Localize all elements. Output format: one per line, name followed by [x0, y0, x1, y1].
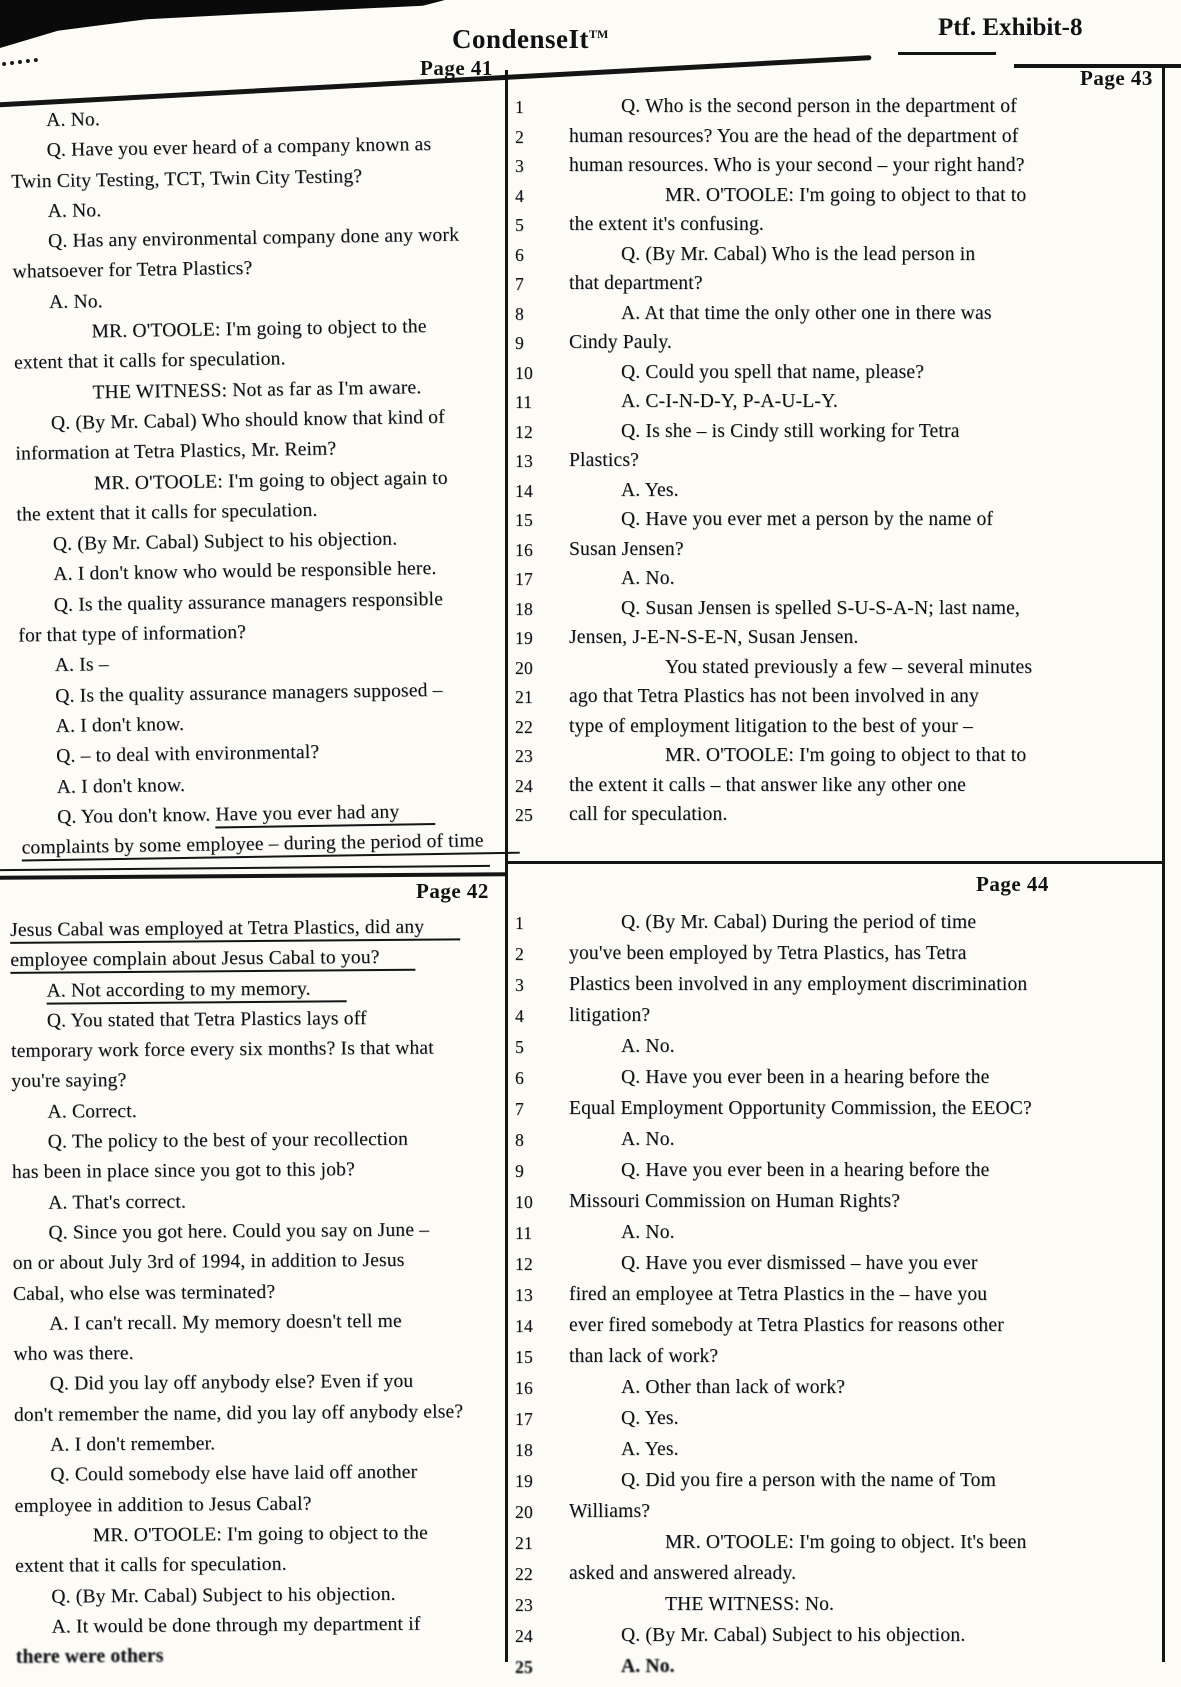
line-number: 19 — [515, 1471, 533, 1491]
line-text: MR. O'TOOLE: I'm going to object to that to — [665, 745, 1027, 766]
transcript-line — [11, 830, 516, 868]
line-text: ago that Tetra Plastics has not been involved in any — [569, 686, 979, 707]
line-text: whatsoever for Tetra Plastics? — [12, 258, 253, 284]
line-text: Q. You stated that Tetra Plastics lays off — [46, 1007, 367, 1032]
line-text: who was there. — [13, 1343, 134, 1366]
transcript-line — [1, 1098, 506, 1132]
transcript-line — [505, 1284, 1162, 1315]
exhibit-label: Ptf. Exhibit-8 — [938, 14, 1083, 41]
line-text: the extent that it calls for speculation. — [16, 499, 318, 526]
underlined-text: Have you ever had any — [215, 801, 435, 828]
line-text: MR. O'TOOLE: I'm going to object to the — [92, 1522, 429, 1547]
line-text: Q. (By Mr. Cabal) Who is the lead person in — [621, 243, 976, 265]
page-41-text — [0, 103, 517, 868]
line-text: THE WITNESS: No. — [665, 1594, 835, 1615]
line-text: Q. Is the quality assurance managers responsible — [53, 588, 444, 616]
transcript-line — [505, 686, 1162, 716]
line-text: A. No. — [621, 1656, 675, 1677]
line-text: Q. Since you got here. Could you say on June – — [48, 1219, 430, 1244]
transcript-line — [505, 1656, 1162, 1687]
transcript-line — [0, 977, 505, 1011]
page-42-text — [0, 916, 511, 1677]
line-text: Q. (By Mr. Cabal) Who should know that kind of — [50, 406, 446, 434]
line-number: 16 — [515, 1378, 533, 1398]
line-number: 8 — [515, 1130, 524, 1150]
line-text: THE WITNESS: Not as far as I'm aware. — [92, 376, 422, 404]
transcript-line — [505, 657, 1162, 687]
line-text: A. I don't know. — [55, 713, 185, 737]
scan-artifact-black-band — [0, 0, 445, 48]
transcript-line — [505, 1160, 1162, 1191]
line-number: 21 — [515, 1533, 533, 1553]
line-number: 10 — [515, 362, 533, 383]
line-text: A. I can't recall. My memory doesn't tell me — [49, 1310, 402, 1335]
transcript-line — [505, 716, 1162, 746]
line-text: Q. Have you ever been in a hearing before the — [621, 1067, 990, 1088]
line-number: 15 — [515, 1347, 533, 1367]
line-text: A. Is – — [54, 654, 109, 677]
line-text: Q. Have you ever been in a hearing before the — [621, 1160, 990, 1181]
line-text: Q. Is she – is Cindy still working for Tetra — [621, 420, 960, 442]
line-text: than lack of work? — [569, 1346, 719, 1367]
underlined-text: complaints by some employee – during the period of time — [21, 830, 519, 862]
line-text: A. It would be done through my department if — [51, 1613, 421, 1638]
line-text: for that type of information? — [18, 622, 247, 647]
underlined-text: employee complain about Jesus Cabal to you? — [10, 947, 415, 974]
transcript-line — [505, 96, 1162, 126]
line-number: 6 — [515, 1068, 524, 1088]
line-text: A. At that time the only other one in there was — [621, 302, 992, 324]
line-text: Jensen, J-E-N-S-E-N, Susan Jensen. — [569, 627, 859, 648]
line-text — [10, 946, 505, 972]
transcript-line — [505, 1625, 1162, 1656]
transcript-line — [505, 1253, 1162, 1284]
line-text: don't remember the name, did you lay off anybody else? — [13, 1401, 464, 1426]
transcript-line — [505, 155, 1162, 185]
line-text: A. No. — [621, 1036, 675, 1057]
transcript-line — [5, 1552, 510, 1586]
header-rule-segment — [898, 52, 996, 55]
transcript-line — [505, 539, 1162, 569]
line-number: 6 — [515, 244, 524, 265]
transcript-line — [505, 598, 1162, 628]
line-text: you're saying? — [11, 1070, 127, 1093]
line-number: 4 — [515, 1006, 524, 1026]
line-text: MR. O'TOOLE: I'm going to object to that to — [665, 184, 1027, 206]
line-text: Q. You don't know. Have you ever had any — [21, 800, 516, 830]
page-43-text — [505, 96, 1162, 834]
line-number: 20 — [515, 1502, 533, 1522]
line-text: Twin City Testing, TCT, Twin City Testing? — [10, 165, 363, 193]
line-text: Q. Have you ever heard of a company known as — [46, 134, 432, 162]
transcript-line — [2, 1128, 507, 1162]
line-text: Q. (By Mr. Cabal) Subject to his objection. — [621, 1625, 966, 1646]
line-number: 3 — [515, 975, 524, 995]
line-number: 23 — [515, 1595, 533, 1615]
page-44-label: Page 44 — [976, 872, 1049, 896]
line-text: A. No. — [47, 200, 102, 222]
transcript-line — [505, 244, 1162, 274]
line-text: Q. Has any environmental company done any work — [47, 224, 460, 253]
transcript-line — [505, 804, 1162, 834]
line-number: 1 — [515, 97, 524, 117]
line-text: Q. (By Mr. Cabal) During the period of time — [621, 912, 977, 933]
transcript-line — [505, 480, 1162, 510]
line-number: 12 — [515, 1254, 533, 1274]
line-text: asked and answered already. — [569, 1563, 797, 1584]
transcript-line — [3, 1280, 508, 1314]
line-text: Q. – to deal with environmental? — [56, 742, 320, 768]
transcript-line — [505, 1067, 1162, 1098]
line-text: MR. O'TOOLE: I'm going to object to the — [91, 316, 427, 343]
transcript-line — [3, 1340, 508, 1374]
line-number: 5 — [515, 215, 524, 235]
condenseit-logo — [452, 24, 608, 55]
transcript-line — [505, 421, 1162, 451]
line-text: Q. (By Mr. Cabal) Subject to his objection. — [52, 528, 398, 556]
line-number: 22 — [515, 716, 533, 737]
line-text: you've been employed by Tetra Plastics, has Tetra — [569, 943, 967, 964]
line-number: 1 — [515, 913, 524, 933]
transcript-line — [1, 1067, 506, 1101]
transcript-line — [505, 1098, 1162, 1129]
line-number: 14 — [515, 1316, 533, 1336]
transcript-line — [505, 1036, 1162, 1067]
transcript-line — [2, 1158, 507, 1192]
line-text: Plastics been involved in any employment discrimination — [569, 974, 1028, 995]
line-text: Q. Have you ever dismissed – have you ever — [621, 1253, 978, 1274]
transcript-line — [3, 1249, 508, 1283]
transcript-line — [505, 1532, 1162, 1563]
page-41-label: Page 41 — [420, 56, 493, 80]
line-text: Susan Jensen? — [569, 538, 684, 560]
line-number: 16 — [515, 539, 533, 560]
line-number: 17 — [515, 1409, 533, 1429]
transcript-line — [505, 568, 1162, 598]
page-44-text — [505, 912, 1162, 1687]
line-text: Cabal, who else was terminated? — [12, 1281, 276, 1305]
line-text: Williams? — [569, 1501, 651, 1522]
line-text: A. No. — [48, 290, 103, 313]
transcript-line — [0, 946, 505, 980]
line-number: 20 — [515, 657, 533, 678]
transcript-line — [505, 1563, 1162, 1594]
line-number: 3 — [515, 156, 524, 176]
line-text: extent that it calls for speculation. — [13, 348, 286, 374]
line-text: MR. O'TOOLE: I'm going to object. It's been — [665, 1532, 1027, 1553]
line-text: A. Yes. — [621, 1439, 679, 1460]
transcript-line — [505, 1470, 1162, 1501]
line-number: 22 — [515, 1564, 533, 1584]
line-text: there were others — [15, 1645, 164, 1669]
line-number: 17 — [515, 569, 533, 589]
transcript-line — [505, 1501, 1162, 1532]
transcript-line — [1, 1007, 506, 1041]
line-text: fired an employee at Tetra Plastics in the – have you — [569, 1284, 988, 1305]
page-42-label: Page 42 — [416, 879, 489, 903]
transcript-line — [505, 303, 1162, 333]
line-text: A. Yes. — [621, 479, 679, 501]
line-number: 18 — [515, 1440, 533, 1460]
line-text: Q. Susan Jensen is spelled S-U-S-A-N; last name, — [621, 597, 1021, 619]
line-text: A. That's correct. — [48, 1191, 187, 1214]
line-text: employee in addition to Jesus Cabal? — [14, 1493, 312, 1517]
line-text: A. No. — [621, 1222, 675, 1243]
line-text: Q. Did you fire a person with the name of Tom — [621, 1470, 996, 1491]
line-number: 10 — [515, 1192, 533, 1212]
line-text: A. Correct. — [47, 1100, 137, 1123]
line-text: Q. Is the quality assurance managers supposed – — [55, 679, 443, 707]
line-number: 19 — [515, 628, 533, 648]
line-text: Q. Could you spell that name, please? — [621, 361, 925, 383]
line-number: 25 — [515, 1657, 533, 1677]
transcript-line — [1, 1037, 506, 1071]
line-text: Equal Employment Opportunity Commission, the EEOC? — [569, 1098, 1032, 1119]
transcript-line — [505, 1191, 1162, 1222]
transcript-line — [505, 775, 1162, 805]
right-pagebreak-line — [505, 861, 1165, 864]
line-number: 11 — [515, 1223, 533, 1243]
line-number: 8 — [515, 303, 524, 324]
line-text: Q. The policy to the best of your recollection — [47, 1128, 409, 1153]
transcript-line — [2, 1189, 507, 1223]
transcript-line — [505, 214, 1162, 244]
line-text: information at Tetra Plastics, Mr. Reim? — [15, 438, 337, 465]
line-text: A. No. — [621, 568, 675, 589]
line-text: the extent it calls – that answer like any other one — [569, 774, 967, 796]
line-text: A. C-I-N-D-Y, P-A-U-L-Y. — [621, 391, 838, 412]
underlined-text: A. Not according to my memory. — [46, 978, 346, 1004]
line-number: 21 — [515, 687, 533, 707]
transcript-line — [505, 450, 1162, 480]
transcript-line — [505, 1129, 1162, 1160]
line-number: 24 — [515, 775, 533, 796]
line-text: Cindy Pauly. — [569, 332, 672, 353]
line-text: the extent it's confusing. — [569, 214, 765, 235]
line-text: Q. Could somebody else have laid off another — [50, 1462, 418, 1486]
line-number: 13 — [515, 451, 533, 471]
line-number: 15 — [515, 510, 533, 530]
line-number: 4 — [515, 185, 524, 206]
line-number: 9 — [515, 333, 524, 353]
page-43-label: Page 43 — [1080, 66, 1153, 90]
line-text: MR. O'TOOLE: I'm going to object again to — [93, 467, 448, 494]
transcript-line — [505, 1439, 1162, 1470]
line-text: Plastics? — [569, 450, 640, 471]
transcript-line — [5, 1613, 510, 1647]
transcript-line — [5, 1583, 510, 1617]
line-text: Q. (By Mr. Cabal) Subject to his objection. — [51, 1583, 396, 1608]
line-text — [10, 916, 505, 942]
transcript-line — [4, 1401, 509, 1435]
line-number: 14 — [515, 480, 533, 501]
underlined-text: Jesus Cabal was employed at Tetra Plastics, did any — [10, 916, 460, 944]
line-text: human resources. Who is your second – your right hand? — [569, 155, 1025, 176]
line-text: A. I don't remember. — [50, 1433, 216, 1456]
transcript-line — [5, 1522, 510, 1556]
line-text: temporary work force every six months? Is that what — [10, 1037, 434, 1063]
transcript-line — [505, 362, 1162, 392]
transcript-line — [505, 1315, 1162, 1346]
line-text: A. I don't know. — [56, 774, 186, 798]
line-number: 2 — [515, 944, 524, 964]
line-text: litigation? — [569, 1005, 651, 1026]
condenseit-logo-text: CondenseIt — [452, 24, 590, 54]
line-number: 7 — [515, 1099, 524, 1119]
line-text: ever fired somebody at Tetra Plastics for reasons other — [569, 1315, 1004, 1336]
transcript-line — [505, 943, 1162, 974]
transcript-line — [6, 1643, 511, 1677]
line-text: that department? — [569, 273, 703, 294]
transcript-line — [505, 509, 1162, 539]
line-text: A. I don't know who would be responsible here. — [53, 558, 437, 586]
transcript-line — [4, 1370, 509, 1404]
transcript-line — [505, 1346, 1162, 1377]
transcript-line — [4, 1461, 509, 1495]
transcript-line — [3, 1310, 508, 1344]
transcript-line — [505, 391, 1162, 421]
transcript-line — [505, 745, 1162, 775]
line-number: 23 — [515, 746, 533, 766]
transcript-line — [505, 912, 1162, 943]
transcript-line — [505, 1594, 1162, 1625]
line-number: 13 — [515, 1285, 533, 1305]
line-number: 24 — [515, 1626, 533, 1646]
line-number: 5 — [515, 1037, 524, 1057]
line-text: You stated previously a few – several minutes — [665, 656, 1033, 678]
line-text: A. No. — [621, 1129, 675, 1150]
transcript-line — [4, 1431, 509, 1465]
line-text: A. Other than lack of work? — [621, 1377, 846, 1398]
transcript-line — [0, 916, 505, 950]
line-text: Q. Yes. — [621, 1408, 679, 1429]
transcript-line — [505, 185, 1162, 215]
transcript-line — [505, 1005, 1162, 1036]
line-number: 11 — [515, 392, 533, 412]
transcript-line — [505, 1377, 1162, 1408]
line-number: 25 — [515, 805, 533, 825]
transcript-line — [505, 273, 1162, 303]
transcript-line — [505, 126, 1162, 156]
line-text: on or about July 3rd of 1994, in addition to Jesus — [12, 1250, 405, 1275]
line-text: human resources? You are the head of the department of — [569, 125, 1019, 147]
transcript-line — [505, 627, 1162, 657]
line-text: call for speculation. — [569, 804, 728, 825]
line-text: Missouri Commission on Human Rights? — [569, 1191, 901, 1212]
line-text: extent that it calls for speculation. — [15, 1553, 287, 1578]
line-number: 12 — [515, 421, 533, 442]
line-text: Q. Have you ever met a person by the name of — [621, 509, 994, 530]
line-text: Q. Did you lay off anybody else? Even if you — [49, 1371, 414, 1396]
scan-artifact-dashes — [2, 58, 38, 66]
line-number: 7 — [515, 274, 524, 294]
line-text: Q. Who is the second person in the department of — [621, 96, 1017, 117]
trademark-symbol: TM — [589, 27, 609, 41]
transcript-line — [505, 974, 1162, 1005]
line-number: 9 — [515, 1161, 524, 1181]
line-number: 2 — [515, 126, 524, 147]
line-text: type of employment litigation to the best of your – — [569, 715, 973, 737]
transcript-line — [5, 1492, 510, 1526]
transcript-line — [505, 1408, 1162, 1439]
transcript-line — [505, 332, 1162, 362]
transcript-line — [2, 1219, 507, 1253]
line-text: A. No. — [46, 109, 101, 132]
line-number: 18 — [515, 598, 533, 619]
transcript-line — [505, 1222, 1162, 1253]
line-text: has been in place since you got to this job? — [11, 1159, 356, 1184]
line-text — [10, 977, 505, 1003]
